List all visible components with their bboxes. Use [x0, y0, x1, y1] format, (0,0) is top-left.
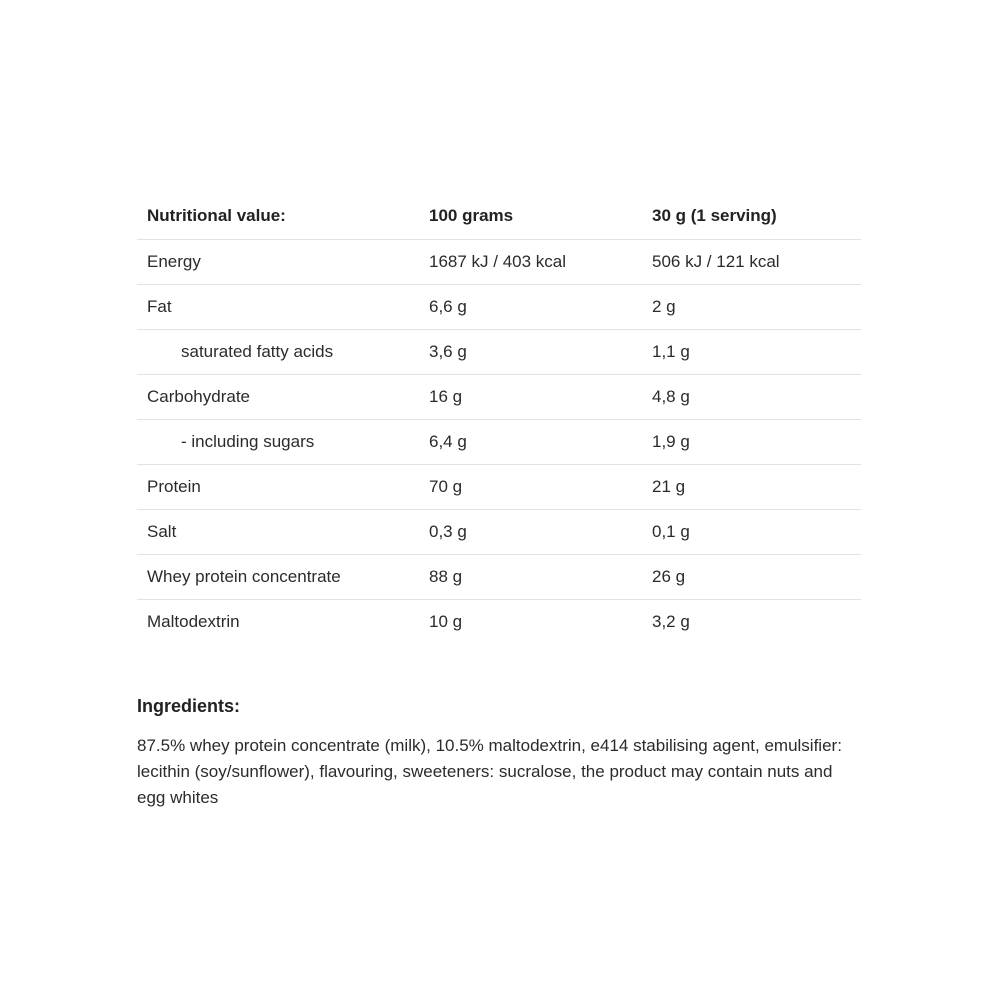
row-serving: 2 g: [652, 284, 861, 329]
table-row: [137, 464, 861, 509]
row-serving: 21 g: [652, 464, 861, 509]
row-serving: 1,1 g: [652, 329, 861, 374]
row-serving: 26 g: [652, 554, 861, 599]
row-name: - including sugars: [137, 419, 429, 464]
row-name: Salt: [137, 509, 429, 554]
table-row: [137, 329, 861, 374]
row-per100: 6,4 g: [429, 419, 652, 464]
row-name: Protein: [137, 464, 429, 509]
row-serving: 506 kJ / 121 kcal: [652, 239, 861, 284]
row-name: Fat: [137, 284, 429, 329]
row-serving: 0,1 g: [652, 509, 861, 554]
row-per100: 6,6 g: [429, 284, 652, 329]
row-per100: 88 g: [429, 554, 652, 599]
table-row: [137, 509, 861, 554]
row-serving: 1,9 g: [652, 419, 861, 464]
table-header-row: [137, 194, 861, 239]
header-nutritional-value: Nutritional value:: [137, 194, 429, 239]
row-name: Whey protein concentrate: [137, 554, 429, 599]
header-serving: 30 g (1 serving): [652, 194, 861, 239]
table-row: [137, 554, 861, 599]
nutrition-table: [137, 194, 861, 644]
table-row: [137, 239, 861, 284]
row-serving: 4,8 g: [652, 374, 861, 419]
row-name: saturated fatty acids: [137, 329, 429, 374]
row-per100: 1687 kJ / 403 kcal: [429, 239, 652, 284]
row-per100: 0,3 g: [429, 509, 652, 554]
row-name: Maltodextrin: [147, 611, 240, 631]
header-100-grams: 100 grams: [429, 194, 652, 239]
table-row: [137, 599, 861, 644]
row-per100: 16 g: [429, 374, 652, 419]
ingredients-heading: Ingredients:: [137, 696, 241, 716]
table-row: [137, 284, 861, 329]
row-serving: 3,2 g: [652, 611, 690, 631]
ingredients-text: 87.5% whey protein concentrate (milk), 10.5% maltodextrin, e414 stabilising agent, emulsifier: lecithin (soy/sunflower), flavouring, sweeteners: sucralose, the product may contain nuts and egg whites: [137, 736, 842, 807]
table-row: [137, 419, 861, 464]
row-name: Energy: [137, 239, 429, 284]
row-per100: 70 g: [429, 464, 652, 509]
row-name: Carbohydrate: [137, 374, 429, 419]
table-row: [137, 374, 861, 419]
row-per100: 3,6 g: [429, 329, 652, 374]
row-per100: 10 g: [429, 611, 463, 631]
